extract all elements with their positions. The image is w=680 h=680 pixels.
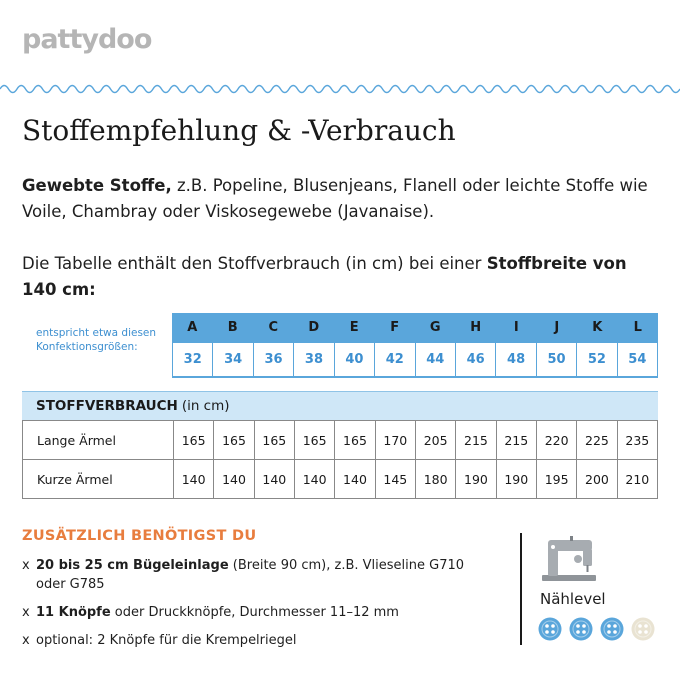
difficulty-label: Nählevel: [540, 590, 606, 608]
size-number-cell: 44: [415, 343, 455, 376]
fabric-type: Gewebte Stoffe,: [22, 176, 172, 195]
size-number-cell: 32: [172, 343, 212, 376]
size-number-cell: 42: [374, 343, 414, 376]
size-number-cell: 46: [455, 343, 495, 376]
size-letter-cell: D: [294, 313, 335, 343]
usage-table: [22, 420, 658, 499]
size-table: [172, 313, 658, 378]
usage-value-cell: 200: [577, 460, 617, 499]
size-letters-row: [172, 313, 658, 343]
usage-row-label: Kurze Ärmel: [23, 460, 174, 499]
size-number-cell: 34: [212, 343, 252, 376]
size-letter-cell: H: [456, 313, 497, 343]
size-number-cell: 38: [293, 343, 333, 376]
size-letter-cell: L: [618, 313, 659, 343]
extras-list: [22, 556, 492, 659]
extras-item-detail: (Breite 90 cm), z.B. Vlieseline G710 oder G785: [36, 558, 465, 592]
size-numbers-row: [172, 343, 658, 378]
usage-value-cell: 165: [294, 421, 334, 460]
vertical-divider: [520, 533, 522, 645]
extras-item-text: [36, 556, 492, 594]
usage-value-cell: 165: [254, 421, 294, 460]
extras-title: ZUSÄTZLICH BENÖTIGST DU: [22, 528, 257, 544]
usage-value-cell: 190: [496, 460, 536, 499]
size-letter-cell: F: [375, 313, 416, 343]
usage-value-cell: 140: [214, 460, 254, 499]
usage-value-cell: 140: [254, 460, 294, 499]
size-letter-cell: E: [334, 313, 375, 343]
fabric-intro: [22, 173, 662, 225]
difficulty-rating: [538, 617, 662, 641]
size-number-cell: 36: [253, 343, 293, 376]
size-number-cell: 48: [495, 343, 535, 376]
size-letter-cell: G: [415, 313, 456, 343]
brand-logo: pattydoo: [22, 24, 152, 55]
size-letter-cell: J: [537, 313, 578, 343]
usage-value-cell: 140: [174, 460, 214, 499]
extras-item-text: [36, 631, 492, 650]
usage-value-cell: 215: [456, 421, 496, 460]
table-description: [22, 251, 662, 303]
size-letter-cell: C: [253, 313, 294, 343]
button-icon-filled: [600, 617, 624, 641]
extras-item-detail: optional: 2 Knöpfe für die Krempelriegel: [36, 633, 297, 648]
usage-value-cell: 205: [415, 421, 455, 460]
usage-value-cell: 140: [335, 460, 375, 499]
size-number-cell: 50: [536, 343, 576, 376]
extras-item-detail: oder Druckknöpfe, Durchmesser 11–12 mm: [110, 605, 399, 620]
usage-row: [23, 421, 658, 460]
button-icon-empty: [631, 617, 655, 641]
size-letter-cell: K: [577, 313, 618, 343]
usage-value-cell: 165: [335, 421, 375, 460]
usage-value-cell: 195: [536, 460, 576, 499]
usage-value-cell: 225: [577, 421, 617, 460]
fabric-width: Stoffbreite von 140 cm:: [22, 254, 627, 299]
usage-value-cell: 215: [496, 421, 536, 460]
bullet-marker: x: [22, 605, 30, 620]
bullet-marker: x: [22, 633, 30, 648]
usage-value-cell: 165: [214, 421, 254, 460]
extras-item-text: [36, 603, 492, 622]
wave-divider: [0, 80, 680, 98]
button-icon-filled: [538, 617, 562, 641]
usage-unit: (in cm): [181, 398, 230, 414]
size-number-cell: 52: [576, 343, 616, 376]
size-number-cell: 40: [334, 343, 374, 376]
usage-value-cell: 190: [456, 460, 496, 499]
usage-value-cell: 145: [375, 460, 415, 499]
extras-item: [22, 631, 492, 650]
size-table-label: entspricht etwa diesen Konfektionsgrößen:: [36, 327, 157, 353]
usage-row-label: Lange Ärmel: [23, 421, 174, 460]
usage-value-cell: 235: [617, 421, 657, 460]
extras-item: [22, 603, 492, 622]
sewing-machine-icon: [540, 535, 598, 583]
usage-table-header: [22, 391, 658, 420]
usage-value-cell: 140: [294, 460, 334, 499]
usage-heading: STOFFVERBRAUCH: [36, 398, 178, 414]
button-icon-filled: [569, 617, 593, 641]
fabric-examples: z.B. Popeline, Blusenjeans, Flanell oder leichte Stoffe wie Voile, Chambray oder Viskosegewebe (Javanaise).: [22, 176, 648, 221]
usage-value-cell: 210: [617, 460, 657, 499]
size-letter-cell: B: [213, 313, 254, 343]
extras-item: [22, 556, 492, 594]
extras-item-bold: 11 Knöpfe: [36, 605, 111, 620]
description-text: Die Tabelle enthält den Stoffverbrauch (in cm) bei einer: [22, 254, 487, 273]
usage-value-cell: 220: [536, 421, 576, 460]
usage-row: [23, 460, 658, 499]
extras-item-bold: 20 bis 25 cm Bügeleinlage: [36, 558, 229, 573]
usage-value-cell: 165: [174, 421, 214, 460]
size-number-cell: 54: [617, 343, 658, 376]
usage-value-cell: 170: [375, 421, 415, 460]
page-title: Stoffempfehlung & -Verbrauch: [22, 114, 456, 147]
size-letter-cell: I: [496, 313, 537, 343]
bullet-marker: x: [22, 558, 30, 573]
usage-value-cell: 180: [415, 460, 455, 499]
size-letter-cell: A: [172, 313, 213, 343]
